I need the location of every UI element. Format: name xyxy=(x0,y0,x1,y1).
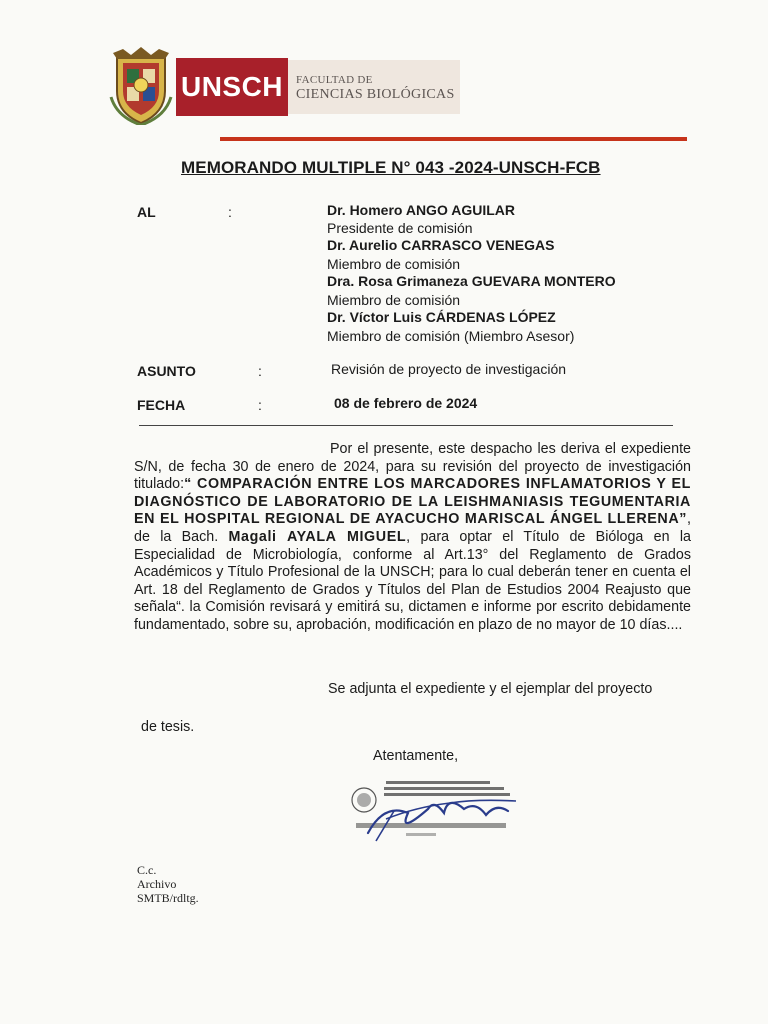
subject-value: Revisión de proyecto de investigación xyxy=(331,361,567,377)
recipient-4-name: Dr. Víctor Luis CÁRDENAS LÓPEZ xyxy=(327,309,556,325)
attachment-note-cont: de tesis. xyxy=(141,719,195,735)
cc-label: C.c. xyxy=(137,863,157,877)
student-name: Magali AYALA MIGUEL xyxy=(228,528,407,545)
cc-line-2: SMTB/rdltg. xyxy=(137,891,199,905)
body-text-part-3: , para optar el Título de Bióloga en la Especialidad de Microbiología, conforme al Art.13° del Reglamento de Grados Académicos y Título Profesional de la UNSCH; para lo cual deberán tener en cuenta el Art. 18 del Reglamento de Grados y Títulos del Plan de Estudios 2004 Reajusto que señala“. la Comisión revisará y emitirá su, dictamen e informe por escrito debidamente fundamentado, sobre su, aprobación, modificación en plazo de no mayor de 10 días.... xyxy=(134,528,691,633)
unsch-logo xyxy=(176,58,288,116)
recipient-2-name: Dr. Aurelio CARRASCO VENEGAS xyxy=(327,237,555,253)
date-label: FECHA xyxy=(137,397,186,413)
logo-text: UNSCH xyxy=(180,71,284,102)
memo-body-paragraph xyxy=(134,441,691,635)
faculty-line-2: CIENCIAS BIOLÓGICAS xyxy=(296,87,455,102)
to-label: AL xyxy=(137,204,156,220)
recipient-3-role: Miembro de comisión xyxy=(327,292,461,308)
memo-title: MEMORANDO MULTIPLE N° 043 -2024-UNSCH-FCB xyxy=(181,158,601,177)
stamp-seal-icon xyxy=(352,788,376,812)
recipient-2-role: Miembro de comisión xyxy=(327,256,461,272)
dean-stamp-signature xyxy=(346,773,522,845)
recipient-1-role: Presidente de comisión xyxy=(327,220,473,236)
faculty-banner xyxy=(288,60,460,114)
university-crest-icon xyxy=(109,47,173,125)
recipient-4-role: Miembro de comisión (Miembro Asesor) xyxy=(327,328,575,344)
body-text-part-1: Por el presente, este despacho les deriva el expediente S/N, de fecha 30 de enero de 2024, para su revisión del proyecto de investigación titulado: xyxy=(134,441,691,493)
project-title: “ COMPARACIÓN ENTRE LOS MARCADORES INFLAMATORIOS Y EL DIAGNÓSTICO DE LABORATORIO DE LA LEISHMANIASIS TEGUMENTARIA EN EL HOSPITAL REGIONAL DE AYACUCHO MARISCAL ÁNGEL LLERENA” xyxy=(134,476,691,528)
closing: Atentamente, xyxy=(373,748,459,764)
date-colon: : xyxy=(258,397,262,413)
subject-colon: : xyxy=(258,363,262,379)
subject-label: ASUNTO xyxy=(137,363,196,379)
header-divider xyxy=(220,137,687,141)
body-text-part-2: , de la Bach. xyxy=(134,511,691,545)
attachment-note: Se adjunta el expediente y el ejemplar del proyecto xyxy=(328,681,653,697)
faculty-line-1: FACULTAD DE xyxy=(296,74,373,86)
to-colon: : xyxy=(228,204,232,220)
cc-line-1: Archivo xyxy=(137,877,177,891)
section-divider xyxy=(139,425,673,426)
recipient-3-name: Dra. Rosa Grimaneza GUEVARA MONTERO xyxy=(327,273,616,289)
date-value: 08 de febrero de 2024 xyxy=(334,395,478,411)
recipient-1-name: Dr. Homero ANGO AGUILAR xyxy=(327,202,515,218)
